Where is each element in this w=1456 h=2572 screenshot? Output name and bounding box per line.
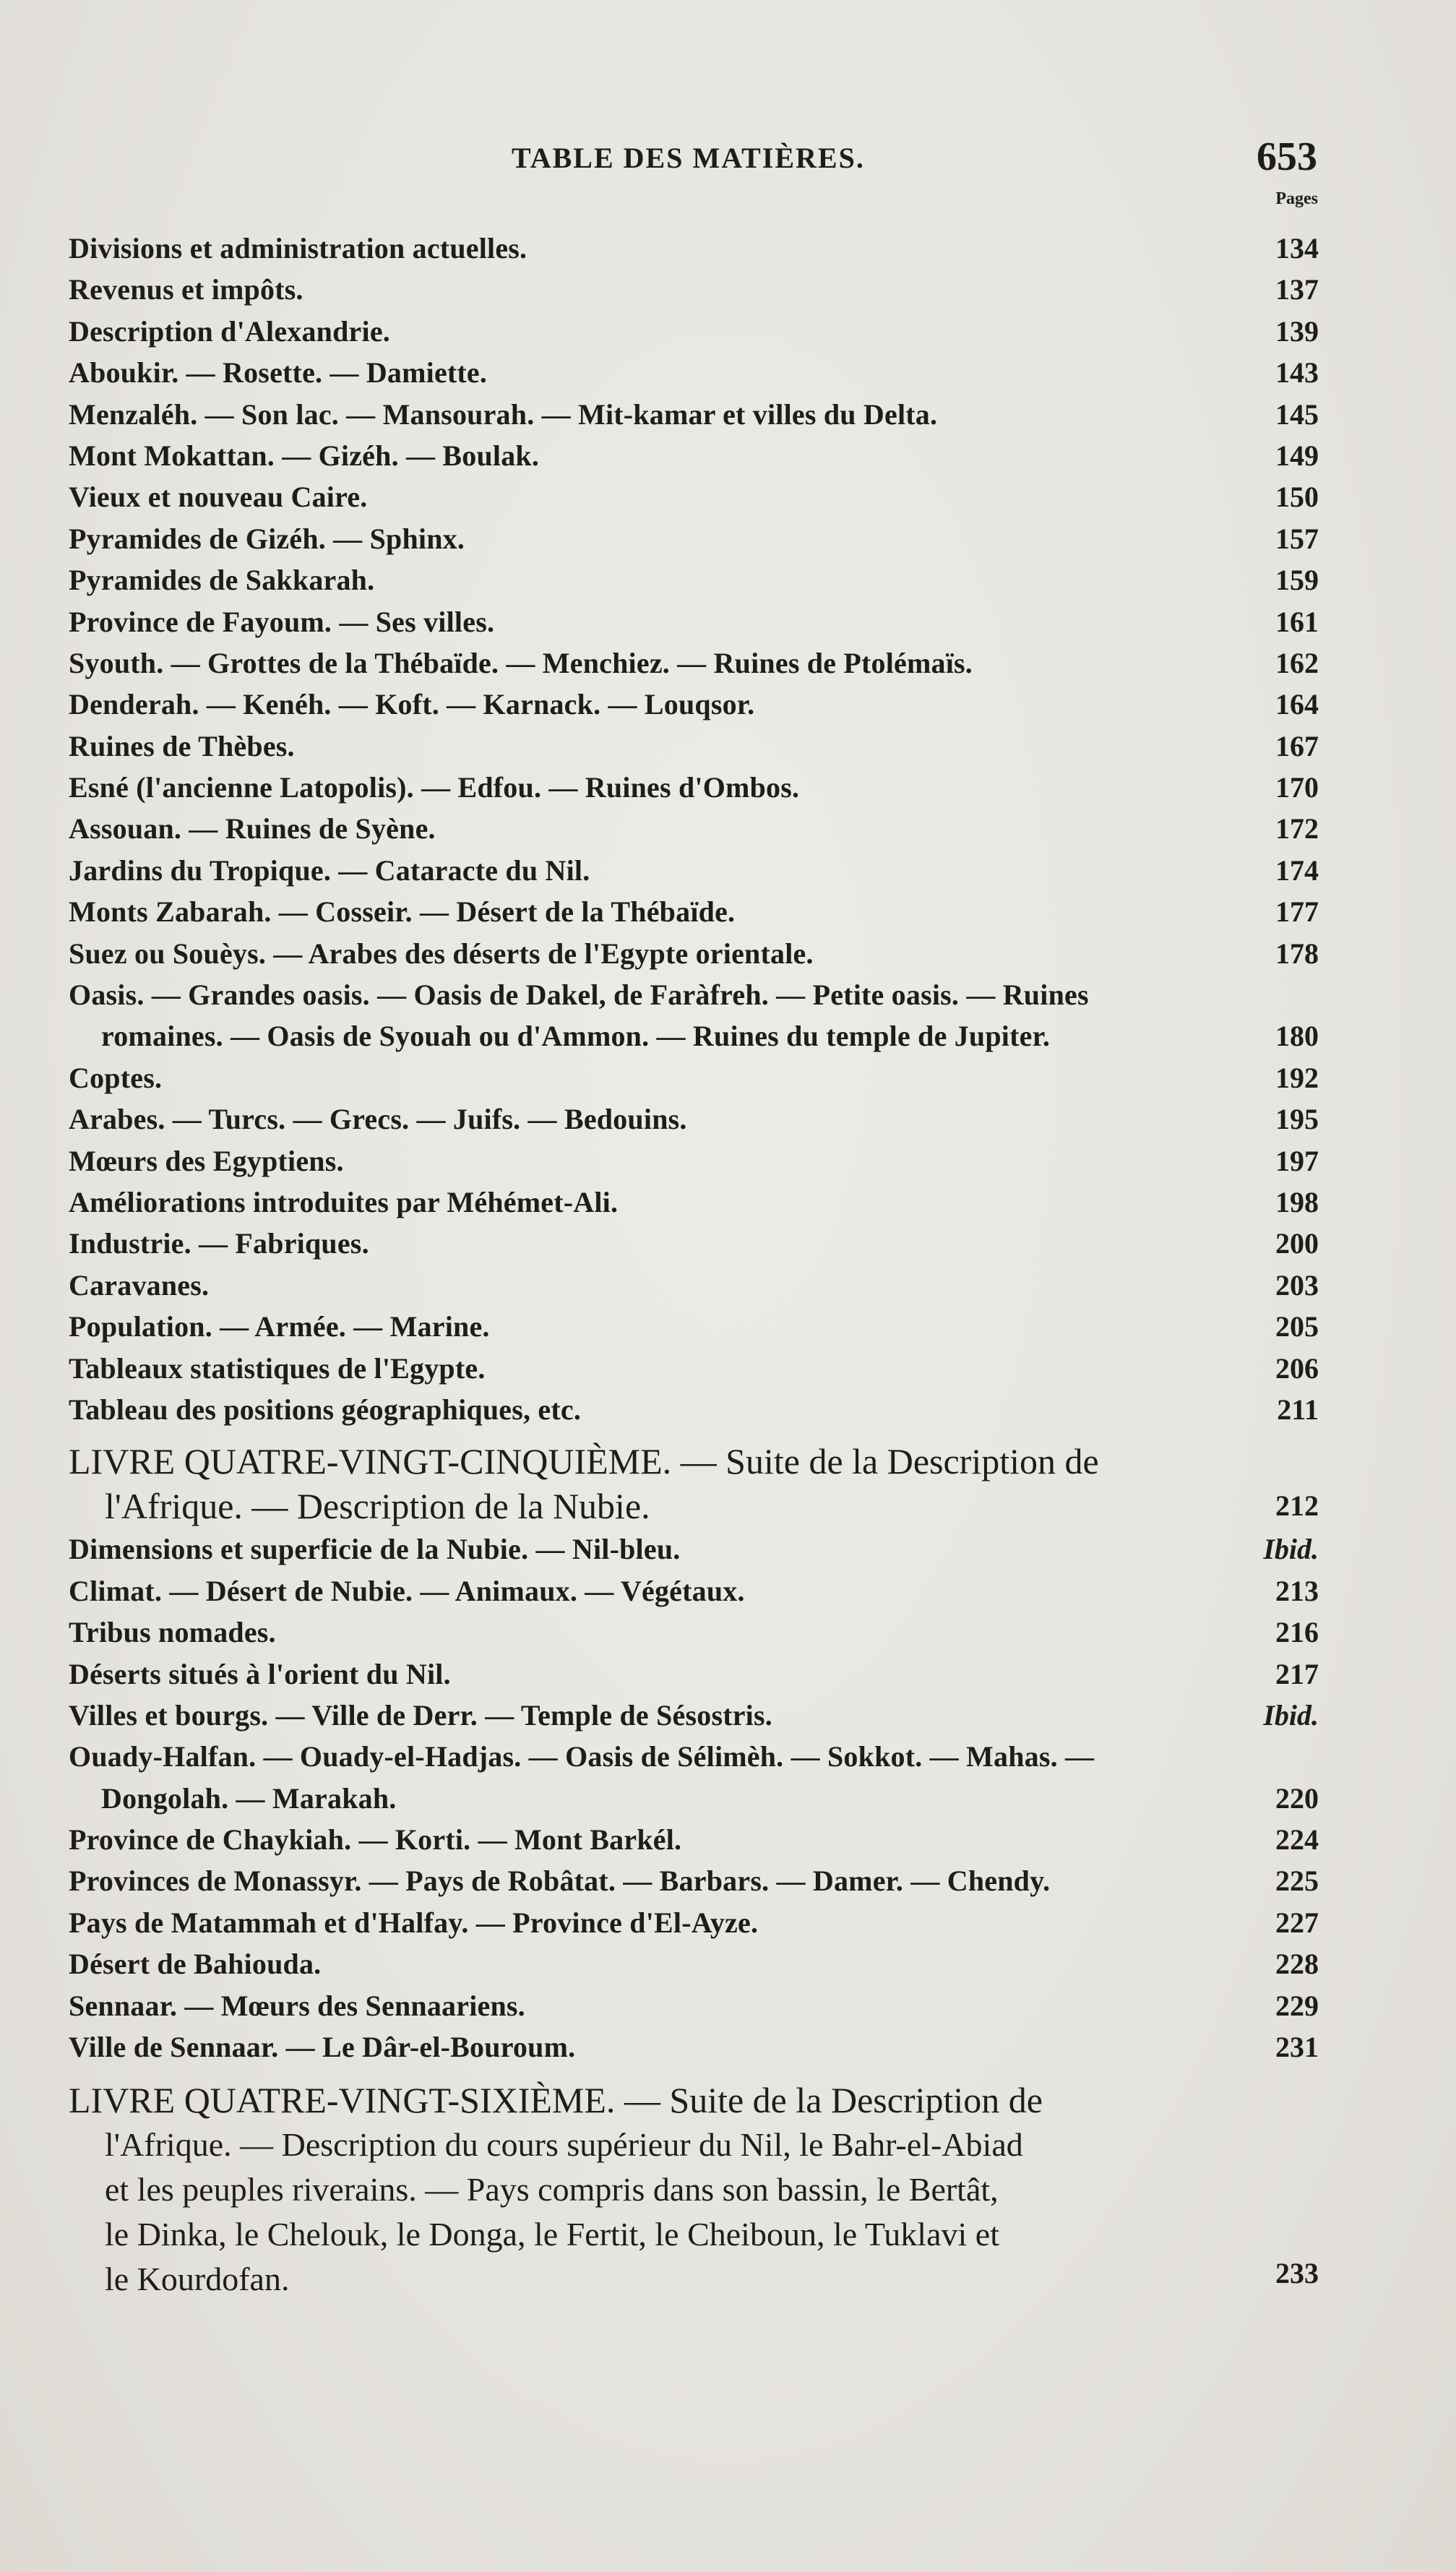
book-heading-text — [69, 1439, 1261, 1528]
entry-page: 174 — [1275, 853, 1319, 887]
entry-page: 212 — [1275, 1489, 1319, 1523]
book-heading-line: l'Afrique. — Description du cours supérieur du Nil, le Bahr-el-Abiad — [105, 2126, 1023, 2164]
toc-entry — [69, 933, 1319, 974]
toc-entry — [69, 1985, 1319, 2026]
entry-page: 177 — [1275, 895, 1319, 929]
entry-page: 164 — [1275, 688, 1319, 721]
entry-title: Tableau des positions géographiques, etc. — [69, 1393, 582, 1426]
entry-page: 157 — [1275, 522, 1319, 555]
entry-title: Provinces de Monassyr. — Pays de Robâtat. — Barbars. — Damer. — Chendy. — [69, 1865, 1051, 1898]
toc-entry — [69, 394, 1319, 435]
book-heading-line: le Kourdofan. — [105, 2261, 290, 2298]
entry-page: Ibid. — [1263, 1533, 1319, 1566]
entry-page: 224 — [1275, 1823, 1319, 1857]
pages-column-label: Pages — [1275, 189, 1318, 208]
entry-title — [69, 1736, 1283, 1819]
entry-line: Ouady-Halfan. — Ouady-el-Hadjas. — Oasis de Sélimèh. — Sokkot. — Mahas. — — [69, 1740, 1095, 1773]
entry-title: Syouth. — Grottes de la Thébaïde. — Menchiez. — Ruines de Ptolémaïs. — [69, 646, 973, 679]
entry-page: 139 — [1275, 314, 1319, 348]
toc-entry — [69, 1902, 1319, 1943]
toc-entry — [69, 2026, 1319, 2068]
entry-title: Mœurs des Egyptiens. — [69, 1144, 344, 1177]
entry-title: Description d'Alexandrie. — [69, 314, 390, 348]
entry-title: Ruines de Thèbes. — [69, 729, 295, 762]
toc-entry — [69, 1389, 1319, 1430]
entry-page: 137 — [1275, 273, 1319, 306]
toc-entry — [69, 1223, 1319, 1264]
entry-title: Monts Zabarah. — Cosseir. — Désert de la Thébaïde. — [69, 895, 736, 929]
entry-title: Divisions et administration actuelles. — [69, 232, 527, 264]
entry-page: 228 — [1275, 1948, 1319, 1981]
entry-page: Ibid. — [1263, 1698, 1319, 1732]
toc-entry — [69, 891, 1319, 932]
entry-title: Mont Mokattan. — Gizéh. — Boulak. — [69, 439, 540, 472]
entry-page: 227 — [1275, 1906, 1319, 1939]
entry-title: Coptes. — [69, 1061, 163, 1094]
toc-entry — [69, 228, 1319, 269]
entry-page: 192 — [1275, 1061, 1319, 1094]
entry-page: 197 — [1275, 1144, 1319, 1177]
entry-page: 205 — [1275, 1310, 1319, 1343]
entry-title: Tribus nomades. — [69, 1616, 276, 1649]
toc-entry — [69, 1819, 1319, 1860]
entry-line-continued: Dongolah. — Marakah. — [101, 1781, 397, 1815]
toc-entry — [69, 1348, 1319, 1389]
toc-entry — [69, 559, 1319, 601]
entry-line: Oasis. — Grandes oasis. — Oasis de Dakel, de Faràfreh. — Petite oasis. — Ruines — [69, 979, 1089, 1012]
entry-title: Désert de Bahiouda. — [69, 1948, 322, 1981]
entry-title: Aboukir. — Rosette. — Damiette. — [69, 356, 488, 390]
entry-title: Dimensions et superficie de la Nubie. — Nil-bleu. — [69, 1533, 681, 1566]
toc-entry — [69, 850, 1319, 891]
entry-title: Climat. — Désert de Nubie. — Animaux. — Végétaux. — [69, 1574, 745, 1607]
entry-page: 206 — [1275, 1351, 1319, 1385]
book-heading-line: l'Afrique. — Description de la Nubie. — [105, 1486, 650, 1527]
entry-title: Province de Fayoum. — Ses villes. — [69, 605, 495, 638]
toc-entry — [69, 1528, 1319, 1570]
toc-entry — [69, 1265, 1319, 1306]
entry-title: Denderah. — Kenéh. — Koft. — Karnack. — Louqsor. — [69, 688, 755, 721]
entry-page: 216 — [1275, 1616, 1319, 1649]
entry-page: 170 — [1275, 771, 1319, 804]
entry-page: 150 — [1275, 481, 1319, 514]
page-number: 653 — [1257, 134, 1317, 179]
toc-entry — [69, 1653, 1319, 1695]
entry-title: Caravanes. — [69, 1268, 210, 1302]
entry-page: 178 — [1275, 937, 1319, 970]
toc-entry-oasis — [69, 974, 1319, 1057]
toc-entry — [69, 1612, 1319, 1653]
toc-entry — [69, 1306, 1319, 1347]
entry-title: Assouan. — Ruines de Syène. — [69, 812, 436, 846]
entry-title: Population. — Armée. — Marine. — [69, 1310, 490, 1343]
running-head — [0, 134, 1456, 184]
table-of-contents — [69, 228, 1319, 2302]
entry-page: 180 — [1275, 1020, 1319, 1053]
entry-page: 220 — [1275, 1781, 1319, 1815]
entry-title: Villes et bourgs. — Ville de Derr. — Temple de Sésostris. — [69, 1698, 772, 1732]
entry-page: 134 — [1275, 232, 1319, 264]
toc-entry — [69, 1943, 1319, 1984]
entry-title: Jardins du Tropique. — Cataracte du Nil. — [69, 853, 590, 887]
entry-title: Améliorations introduites par Méhémet-Ali. — [69, 1186, 619, 1218]
entry-title: Menzaléh. — Son lac. — Mansourah. — Mit-kamar et villes du Delta. — [69, 397, 938, 431]
toc-entry — [69, 476, 1319, 517]
toc-entry — [69, 518, 1319, 559]
book-heading-line: LIVRE QUATRE-VINGT-CINQUIÈME. — Suite de la Description de — [69, 1441, 1099, 1482]
entry-page: 198 — [1275, 1186, 1319, 1218]
toc-entry — [69, 1098, 1319, 1140]
entry-page: 217 — [1275, 1657, 1319, 1690]
toc-entry — [69, 352, 1319, 393]
entry-page: 143 — [1275, 356, 1319, 390]
toc-entry — [69, 1570, 1319, 1612]
toc-entry — [69, 808, 1319, 849]
entry-title: Province de Chaykiah. — Korti. — Mont Barkél. — [69, 1823, 682, 1857]
book-heading-line: le Dinka, le Chelouk, le Donga, le Fertit, le Cheiboun, le Tuklavi et — [105, 2216, 999, 2253]
toc-entry — [69, 1140, 1319, 1182]
entry-title: Pyramides de Sakkarah. — [69, 564, 375, 597]
toc-entry — [69, 1695, 1319, 1736]
entry-title: Revenus et impôts. — [69, 273, 303, 306]
entry-page: 225 — [1275, 1865, 1319, 1898]
entry-title: Tableaux statistiques de l'Egypte. — [69, 1351, 486, 1385]
entry-page: 159 — [1275, 564, 1319, 597]
toc-entry — [69, 767, 1319, 808]
toc-entry — [69, 311, 1319, 352]
entry-title: Suez ou Souèys. — Arabes des déserts de l'Egypte orientale. — [69, 937, 814, 970]
entry-page: 145 — [1275, 397, 1319, 431]
entry-title: Vieux et nouveau Caire. — [69, 481, 368, 514]
entry-page: 195 — [1275, 1103, 1319, 1136]
toc-entry — [69, 269, 1319, 310]
entry-title: Déserts situés à l'orient du Nil. — [69, 1657, 451, 1690]
entry-page: 229 — [1275, 1989, 1319, 2022]
entry-page: 211 — [1277, 1393, 1319, 1426]
toc-entry — [69, 1057, 1319, 1098]
toc-entry — [69, 435, 1319, 476]
entry-page: 149 — [1275, 439, 1319, 472]
toc-entry-ouady — [69, 1736, 1319, 1819]
entry-title — [69, 974, 1283, 1057]
toc-entry — [69, 1182, 1319, 1223]
entry-page: 213 — [1275, 1574, 1319, 1607]
entry-line-continued: romaines. — Oasis de Syouah ou d'Ammon. — Ruines du temple de Jupiter. — [101, 1020, 1051, 1053]
entry-title: Ville de Sennaar. — Le Dâr-el-Bouroum. — [69, 2031, 576, 2064]
toc-entry — [69, 726, 1319, 767]
book-heading-text — [69, 2078, 1261, 2302]
book-heading-86 — [69, 2078, 1319, 2302]
entry-page: 203 — [1275, 1268, 1319, 1302]
page-title: TABLE DES MATIÈRES. — [512, 142, 865, 174]
toc-entry — [69, 1860, 1319, 1901]
entry-page: 231 — [1275, 2031, 1319, 2064]
entry-title: Pyramides de Gizéh. — Sphinx. — [69, 522, 465, 555]
entry-page: 161 — [1275, 605, 1319, 638]
entry-page: 172 — [1275, 812, 1319, 846]
book-heading-line: et les peuples riverains. — Pays compris dans son bassin, le Bertât, — [105, 2171, 999, 2208]
entry-page: 233 — [1275, 2257, 1319, 2290]
toc-entry — [69, 642, 1319, 684]
entry-title: Arabes. — Turcs. — Grecs. — Juifs. — Bedouins. — [69, 1103, 687, 1136]
toc-entry — [69, 601, 1319, 642]
entry-title: Esné (l'ancienne Latopolis). — Edfou. — Ruines d'Ombos. — [69, 771, 800, 804]
book-heading-85 — [69, 1439, 1319, 1528]
toc-entry — [69, 684, 1319, 725]
entry-page: 162 — [1275, 646, 1319, 679]
entry-title: Sennaar. — Mœurs des Sennaariens. — [69, 1989, 525, 2022]
entry-title: Industrie. — Fabriques. — [69, 1227, 369, 1260]
entry-page: 200 — [1275, 1227, 1319, 1260]
book-heading-line: LIVRE QUATRE-VINGT-SIXIÈME. — Suite de la Description de — [69, 2080, 1043, 2121]
entry-title: Pays de Matammah et d'Halfay. — Province d'El-Ayze. — [69, 1906, 759, 1939]
entry-page: 167 — [1275, 729, 1319, 762]
